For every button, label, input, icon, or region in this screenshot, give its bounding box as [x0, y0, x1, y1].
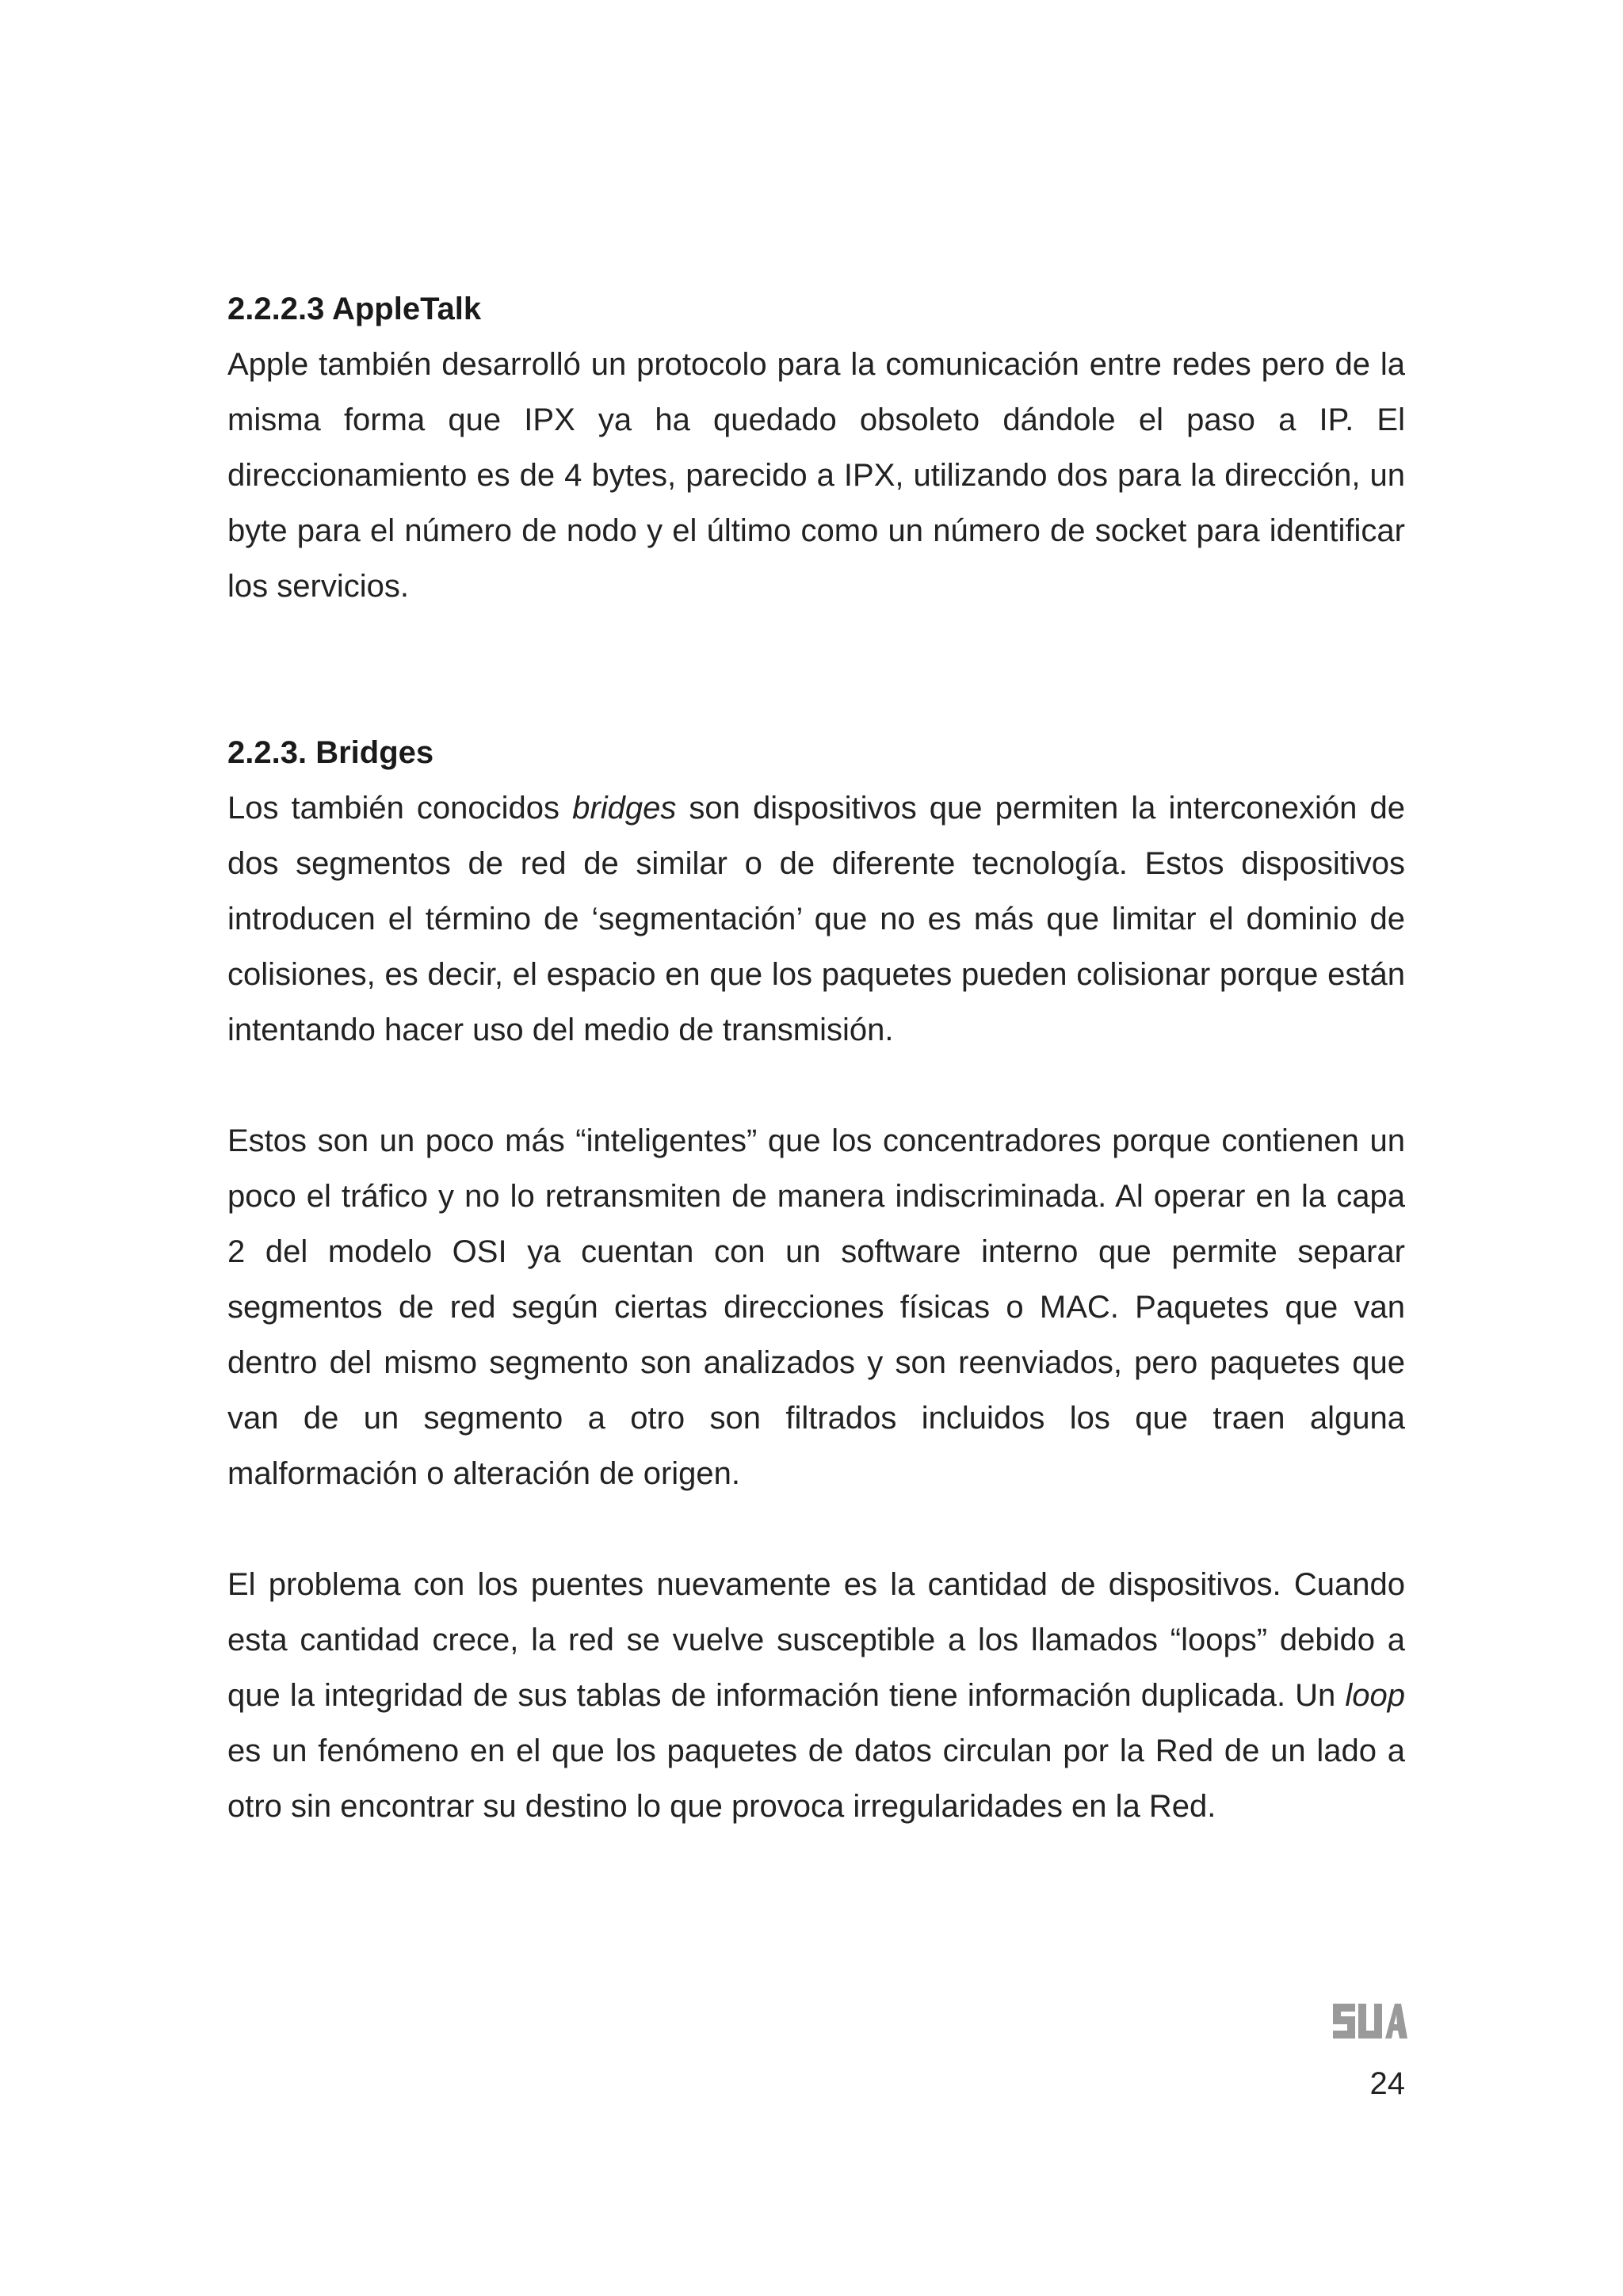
appletalk-paragraph: Apple también desarrolló un protocolo para la comunicación entre redes pero de la misma forma que IPX ya ha quedado obsoleto dándole el paso a IP. El direccionamiento es de 4 bytes, parecido a IPX, utilizando dos para la dirección, un byte para el número de nodo y el último como un número de socket para identificar los servicios.	[227, 347, 1405, 604]
text-run: Los también conocidos	[227, 791, 573, 826]
text-run: es un fenómeno en el que los paquetes de datos circulan por la Red de un lado a otro sin encontrar su destino lo que provoca irregularidades en la Red.	[227, 1733, 1405, 1824]
sua-logo-mark	[1331, 2000, 1407, 2042]
bridges-paragraph-2: Estos son un poco más “inteligentes” que los concentradores porque contienen un poco el tráfico y no lo retransmiten de manera indiscriminada. Al operar en la capa 2 del modelo OSI ya cuentan con un software interno que permite separar segmentos de red según ciertas direcciones físicas o MAC. Paquetes que van dentro del mismo segmento son analizados y son reenviados, pero paquetes que van de un segmento a otro son filtrados incluidos los que traen alguna malformación o alteración de origen.	[227, 1123, 1405, 1491]
bridges-paragraph-3	[227, 1557, 1405, 1834]
section-heading-appletalk: 2.2.2.3 AppleTalk	[227, 292, 482, 326]
page-number: 24	[1369, 2066, 1405, 2101]
text-run: El problema con los puentes nuevamente es la cantidad de dispositivos. Cuando esta cantidad crece, la red se vuelve susceptible a los llamados “loops” debido a que la integridad de sus tablas de información tiene información duplicada. Un	[227, 1567, 1405, 1713]
bridges-paragraph-1	[227, 780, 1405, 1058]
section-spacer	[227, 614, 1405, 725]
section-heading-bridges: 2.2.3. Bridges	[227, 735, 434, 770]
emphasis-bridges: bridges	[572, 791, 677, 826]
paragraph-spacer	[227, 1501, 1405, 1557]
emphasis-loop: loop	[1345, 1678, 1405, 1713]
paragraph-spacer	[227, 1058, 1405, 1113]
document-body	[227, 281, 1405, 1834]
sua-logo	[1331, 2000, 1407, 2042]
text-run: son dispositivos que permiten la interconexión de dos segmentos de red de similar o de diferente tecnología. Estos dispositivos introducen el término de ‘segmentación’ que no es más que limitar el dominio de colisiones, es decir, el espacio en que los paquetes pueden colisionar porque están intentando hacer uso del medio de transmisión.	[227, 791, 1405, 1047]
